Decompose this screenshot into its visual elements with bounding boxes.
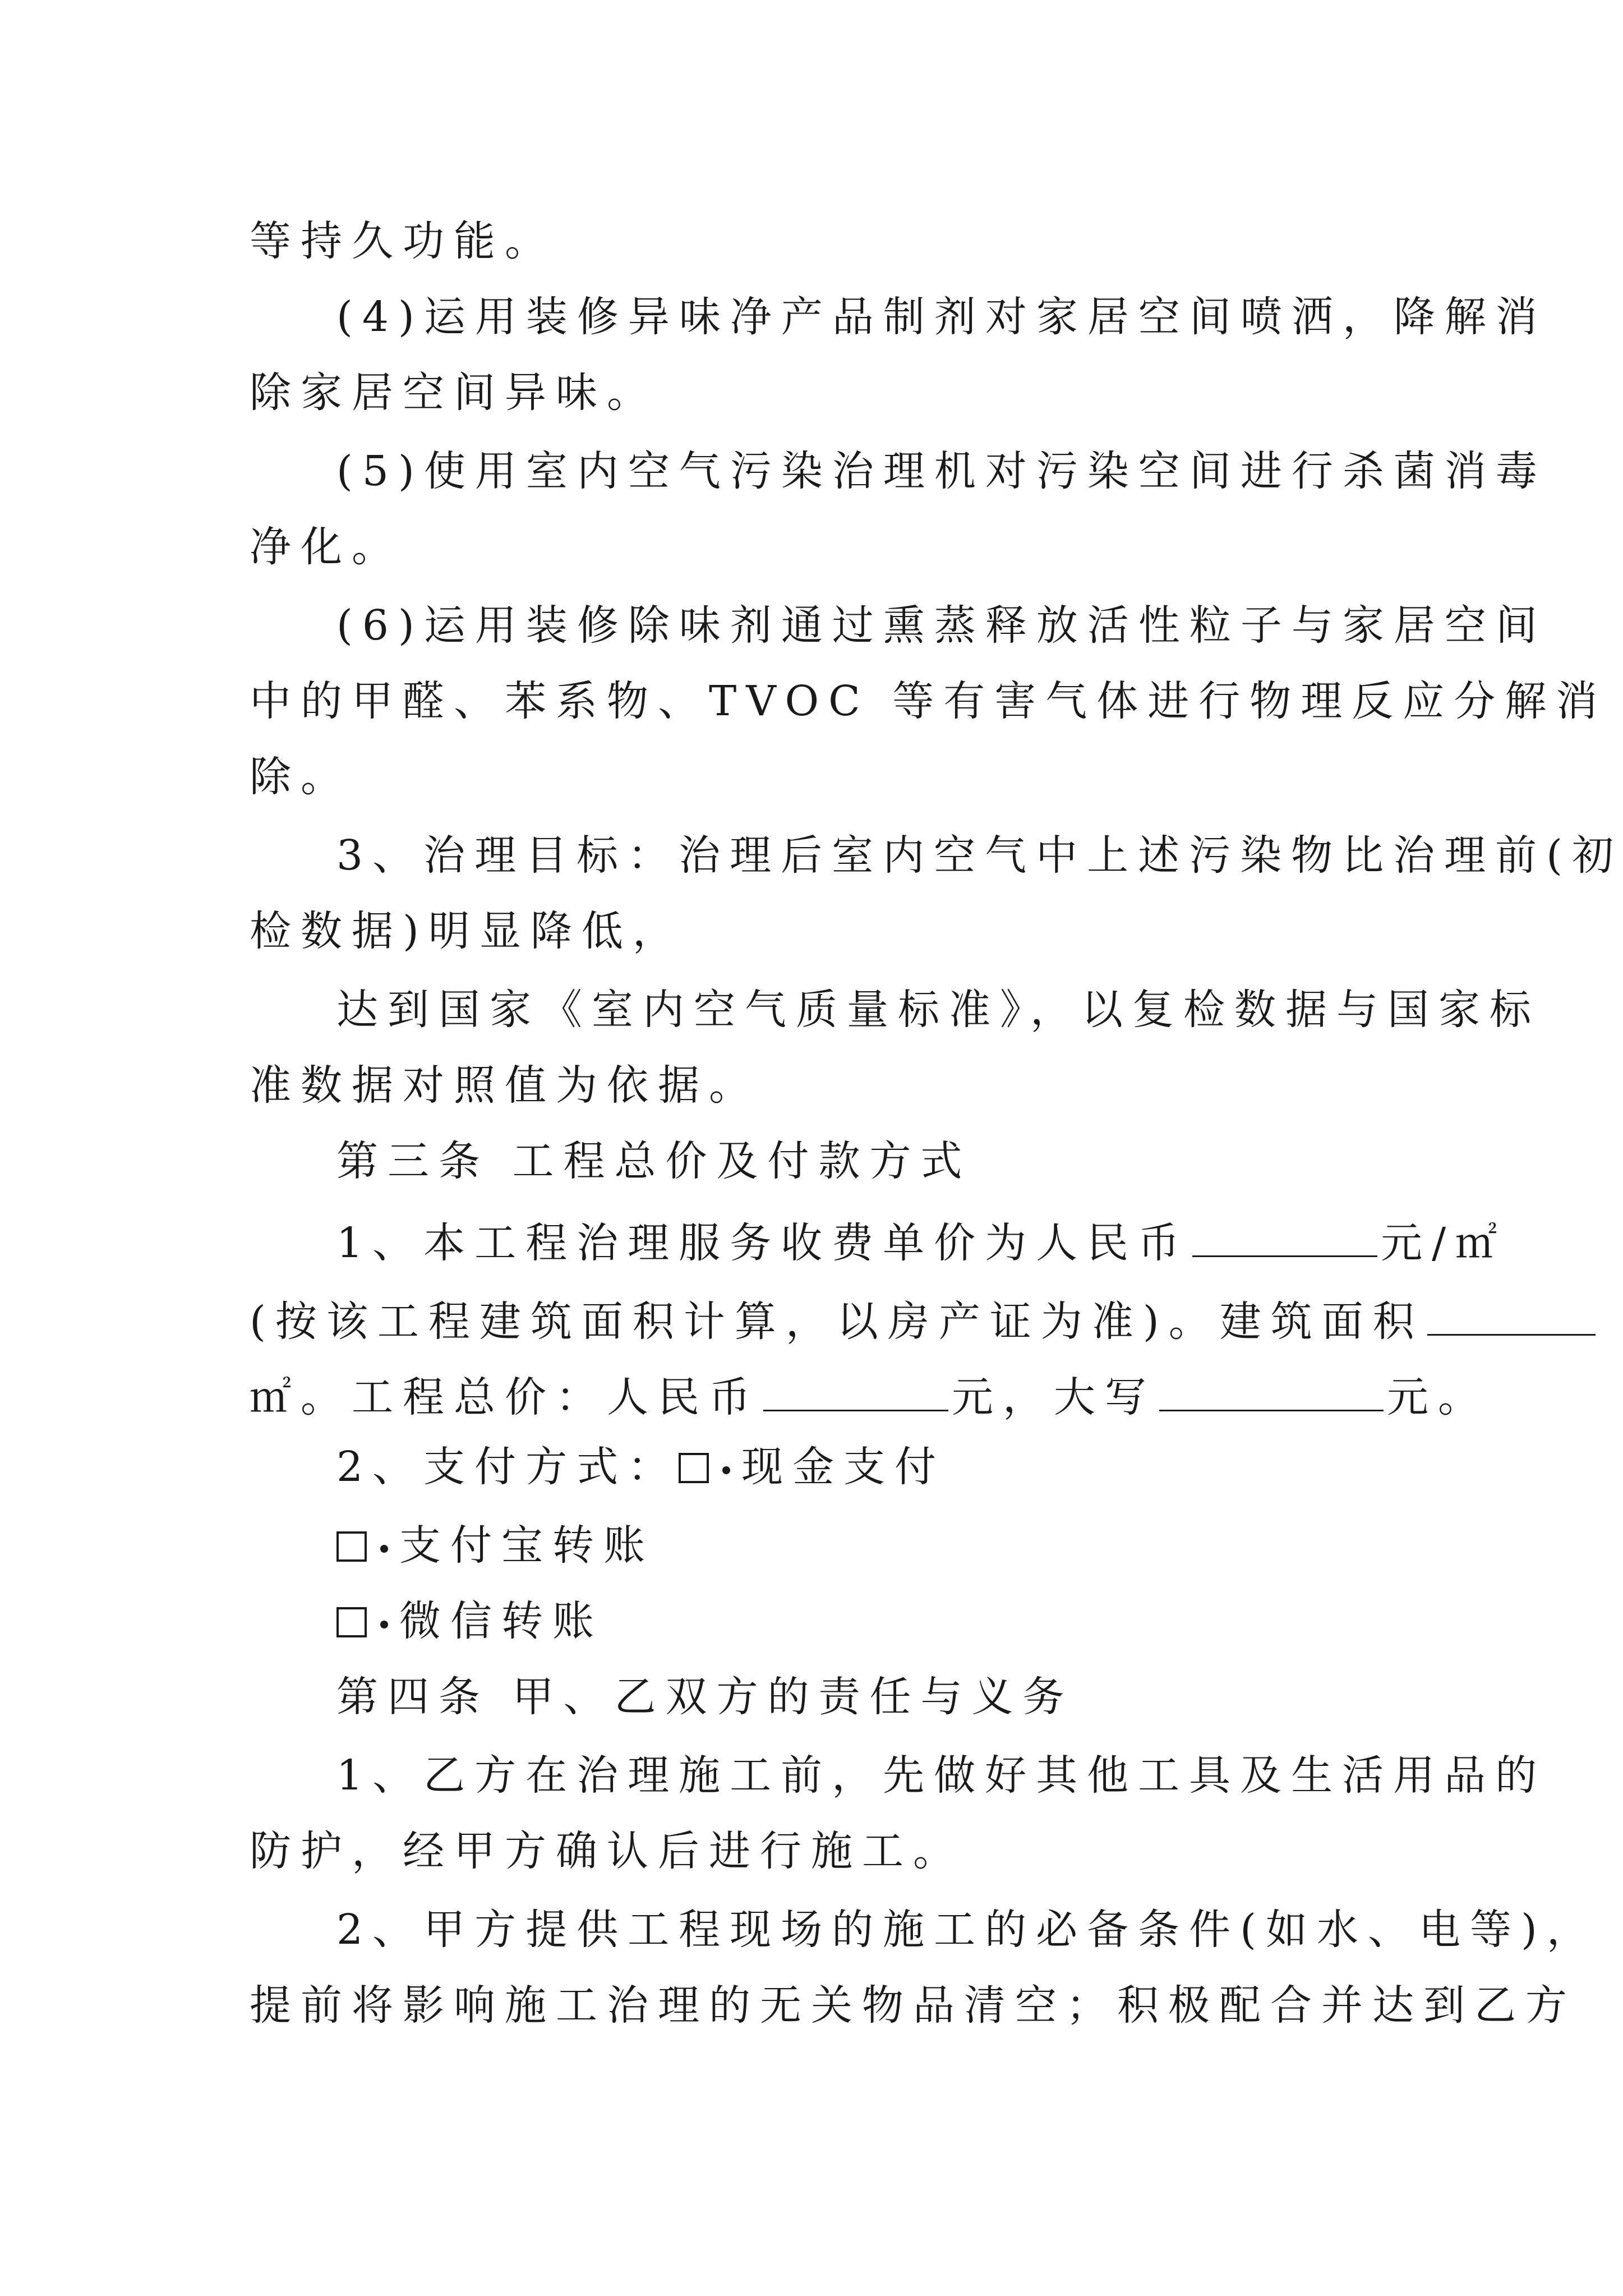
fill-blank[interactable] — [1427, 1295, 1596, 1336]
fill-blank[interactable] — [1192, 1216, 1377, 1257]
text-line: 净化。 — [250, 523, 403, 571]
text-segment: 1、本工程治理服务收费单价为人民币 — [336, 1219, 1189, 1267]
text-line: (6)运用装修除味剂通过熏蒸释放活性粒子与家居空间 — [336, 601, 1547, 650]
text-line: 除。 — [250, 753, 352, 801]
text-line: 等持久功能。 — [250, 217, 556, 265]
fill-blank[interactable] — [763, 1370, 948, 1411]
text-line: 检数据)明显降低， — [250, 907, 684, 955]
text-line: 2、甲方提供工程现场的施工的必备条件(如水、电等)， — [336, 1906, 1598, 1954]
text-line: 1、乙方在治理施工前，先做好其他工具及生活用品的 — [336, 1751, 1547, 1800]
text-line: 防护，经甲方确认后进行施工。 — [250, 1827, 964, 1875]
text-line — [250, 1370, 1489, 1421]
fill-blank[interactable] — [1159, 1370, 1384, 1411]
option-label: 微信转账 — [399, 1597, 603, 1645]
checkbox-cash[interactable] — [679, 1453, 709, 1483]
text-line: (4)运用装修异味净产品制剂对家居空间喷洒，降解消 — [336, 293, 1547, 341]
text-line — [336, 1216, 1507, 1267]
option-label: 现金支付 — [741, 1443, 946, 1491]
text-line: (5)使用室内空气污染治理机对污染空间进行杀菌消毒 — [336, 447, 1547, 495]
text-segment: ㎡。工程总价：人民币 — [250, 1373, 760, 1421]
text-line — [336, 1521, 1394, 1570]
text-segment: 2、支付方式： — [336, 1443, 679, 1491]
text-segment: 元。 — [1387, 1373, 1489, 1421]
text-line: 除家居空间异味。 — [250, 369, 658, 417]
section-heading: 第三条 工程总价及付款方式 — [336, 1137, 972, 1185]
text-segment: 元，大写 — [952, 1373, 1156, 1421]
text-line: 中的甲醛、苯系物、TVOC 等有害气体进行物理反应分解消 — [250, 677, 1607, 725]
section-heading: 第四条 甲、乙双方的责任与义务 — [336, 1673, 1074, 1721]
text-line: 准数据对照值为依据。 — [250, 1061, 760, 1110]
text-line — [336, 1597, 1394, 1645]
checkbox-wechat[interactable] — [336, 1607, 367, 1637]
text-line — [250, 1295, 1424, 1346]
text-line: 达到国家《室内空气质量标准》，以复检数据与国家标 — [336, 986, 1541, 1034]
text-segment: (按该工程建筑面积计算，以房产证为准)。建筑面积 — [250, 1297, 1424, 1346]
bullet-dot-icon — [380, 1621, 388, 1628]
checkbox-alipay[interactable] — [336, 1531, 367, 1562]
text-line: 提前将影响施工治理的无关物品清空；积极配合并达到乙方 — [250, 1981, 1576, 2030]
text-line: 3、治理目标：治理后室内空气中上述污染物比治理前(初 — [336, 831, 1623, 880]
bullet-dot-icon — [380, 1545, 388, 1553]
text-segment: 元/㎡ — [1381, 1219, 1507, 1267]
text-line — [336, 1443, 1394, 1491]
option-label: 支付宝转账 — [399, 1521, 654, 1570]
bullet-dot-icon — [722, 1466, 730, 1474]
